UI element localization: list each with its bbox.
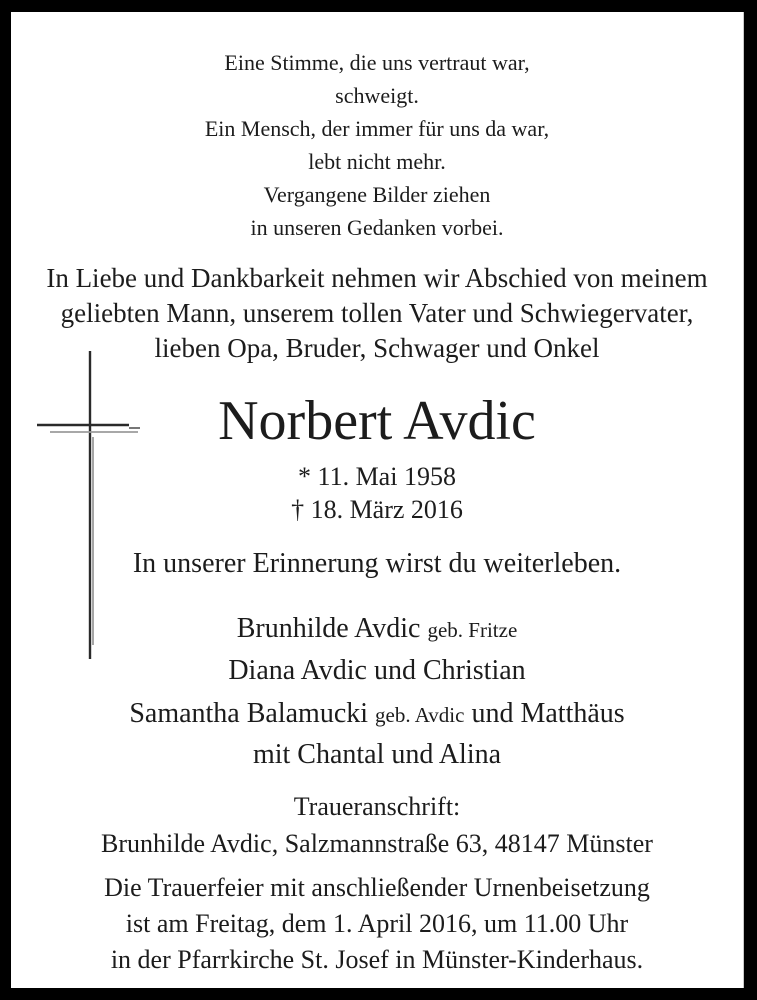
- mourner-line: [11, 738, 743, 772]
- mourner-name: mit Chantal und Alina: [252, 739, 502, 770]
- poem: [11, 46, 743, 244]
- memory-line: In unserer Erinnerung wirst du weiterleben.: [132, 548, 622, 579]
- mourner-line: [11, 612, 743, 647]
- maiden-name-suffix: geb. Fritze: [427, 618, 518, 642]
- service-line: ist am Freitag, dem 1. April 2016, um 11.00 Uhr: [125, 909, 629, 938]
- address-label: Traueranschrift:: [293, 792, 461, 821]
- obituary-paper: [11, 12, 744, 988]
- service-line: Die Trauerfeier mit anschließender Urnenbeisetzung: [104, 873, 650, 902]
- poem-line: in unseren Gedanken vorbei.: [250, 215, 504, 240]
- poem-line: Ein Mensch, der immer für uns da war,: [204, 116, 550, 141]
- mourner-name-rest: und Matthäus: [471, 698, 625, 729]
- mourner-line: [11, 697, 743, 732]
- birth-date: * 11. Mai 1958: [298, 462, 456, 491]
- mourner-name: Samantha Balamucki: [129, 698, 369, 729]
- intro-line: In Liebe und Dankbarkeit nehmen wir Abschied von meinem: [46, 263, 708, 293]
- intro-line: geliebten Mann, unserem tollen Vater und Schwiegervater,: [60, 298, 694, 328]
- poem-line: lebt nicht mehr.: [308, 149, 446, 174]
- poem-line: Eine Stimme, die uns vertraut war,: [224, 50, 530, 75]
- mourner-name: Diana Avdic und Christian: [228, 655, 526, 686]
- address-line: Brunhilde Avdic, Salzmannstraße 63, 48147 Münster: [101, 829, 653, 858]
- poem-line: Vergangene Bilder ziehen: [263, 182, 491, 207]
- intro-line: lieben Opa, Bruder, Schwager und Onkel: [154, 333, 600, 363]
- maiden-name-suffix: geb. Avdic: [375, 703, 465, 727]
- poem-line: schweigt.: [335, 83, 419, 108]
- service-line: in der Pfarrkirche St. Josef in Münster-Kinderhaus.: [110, 945, 644, 974]
- mourner-name: Brunhilde Avdic: [236, 613, 421, 644]
- mourning-address: [11, 788, 743, 862]
- mourner-line: [11, 654, 743, 688]
- deceased-name: Norbert Avdic: [218, 390, 536, 452]
- death-date: † 18. März 2016: [291, 495, 463, 524]
- life-dates: [11, 460, 743, 526]
- service-info: [11, 870, 743, 978]
